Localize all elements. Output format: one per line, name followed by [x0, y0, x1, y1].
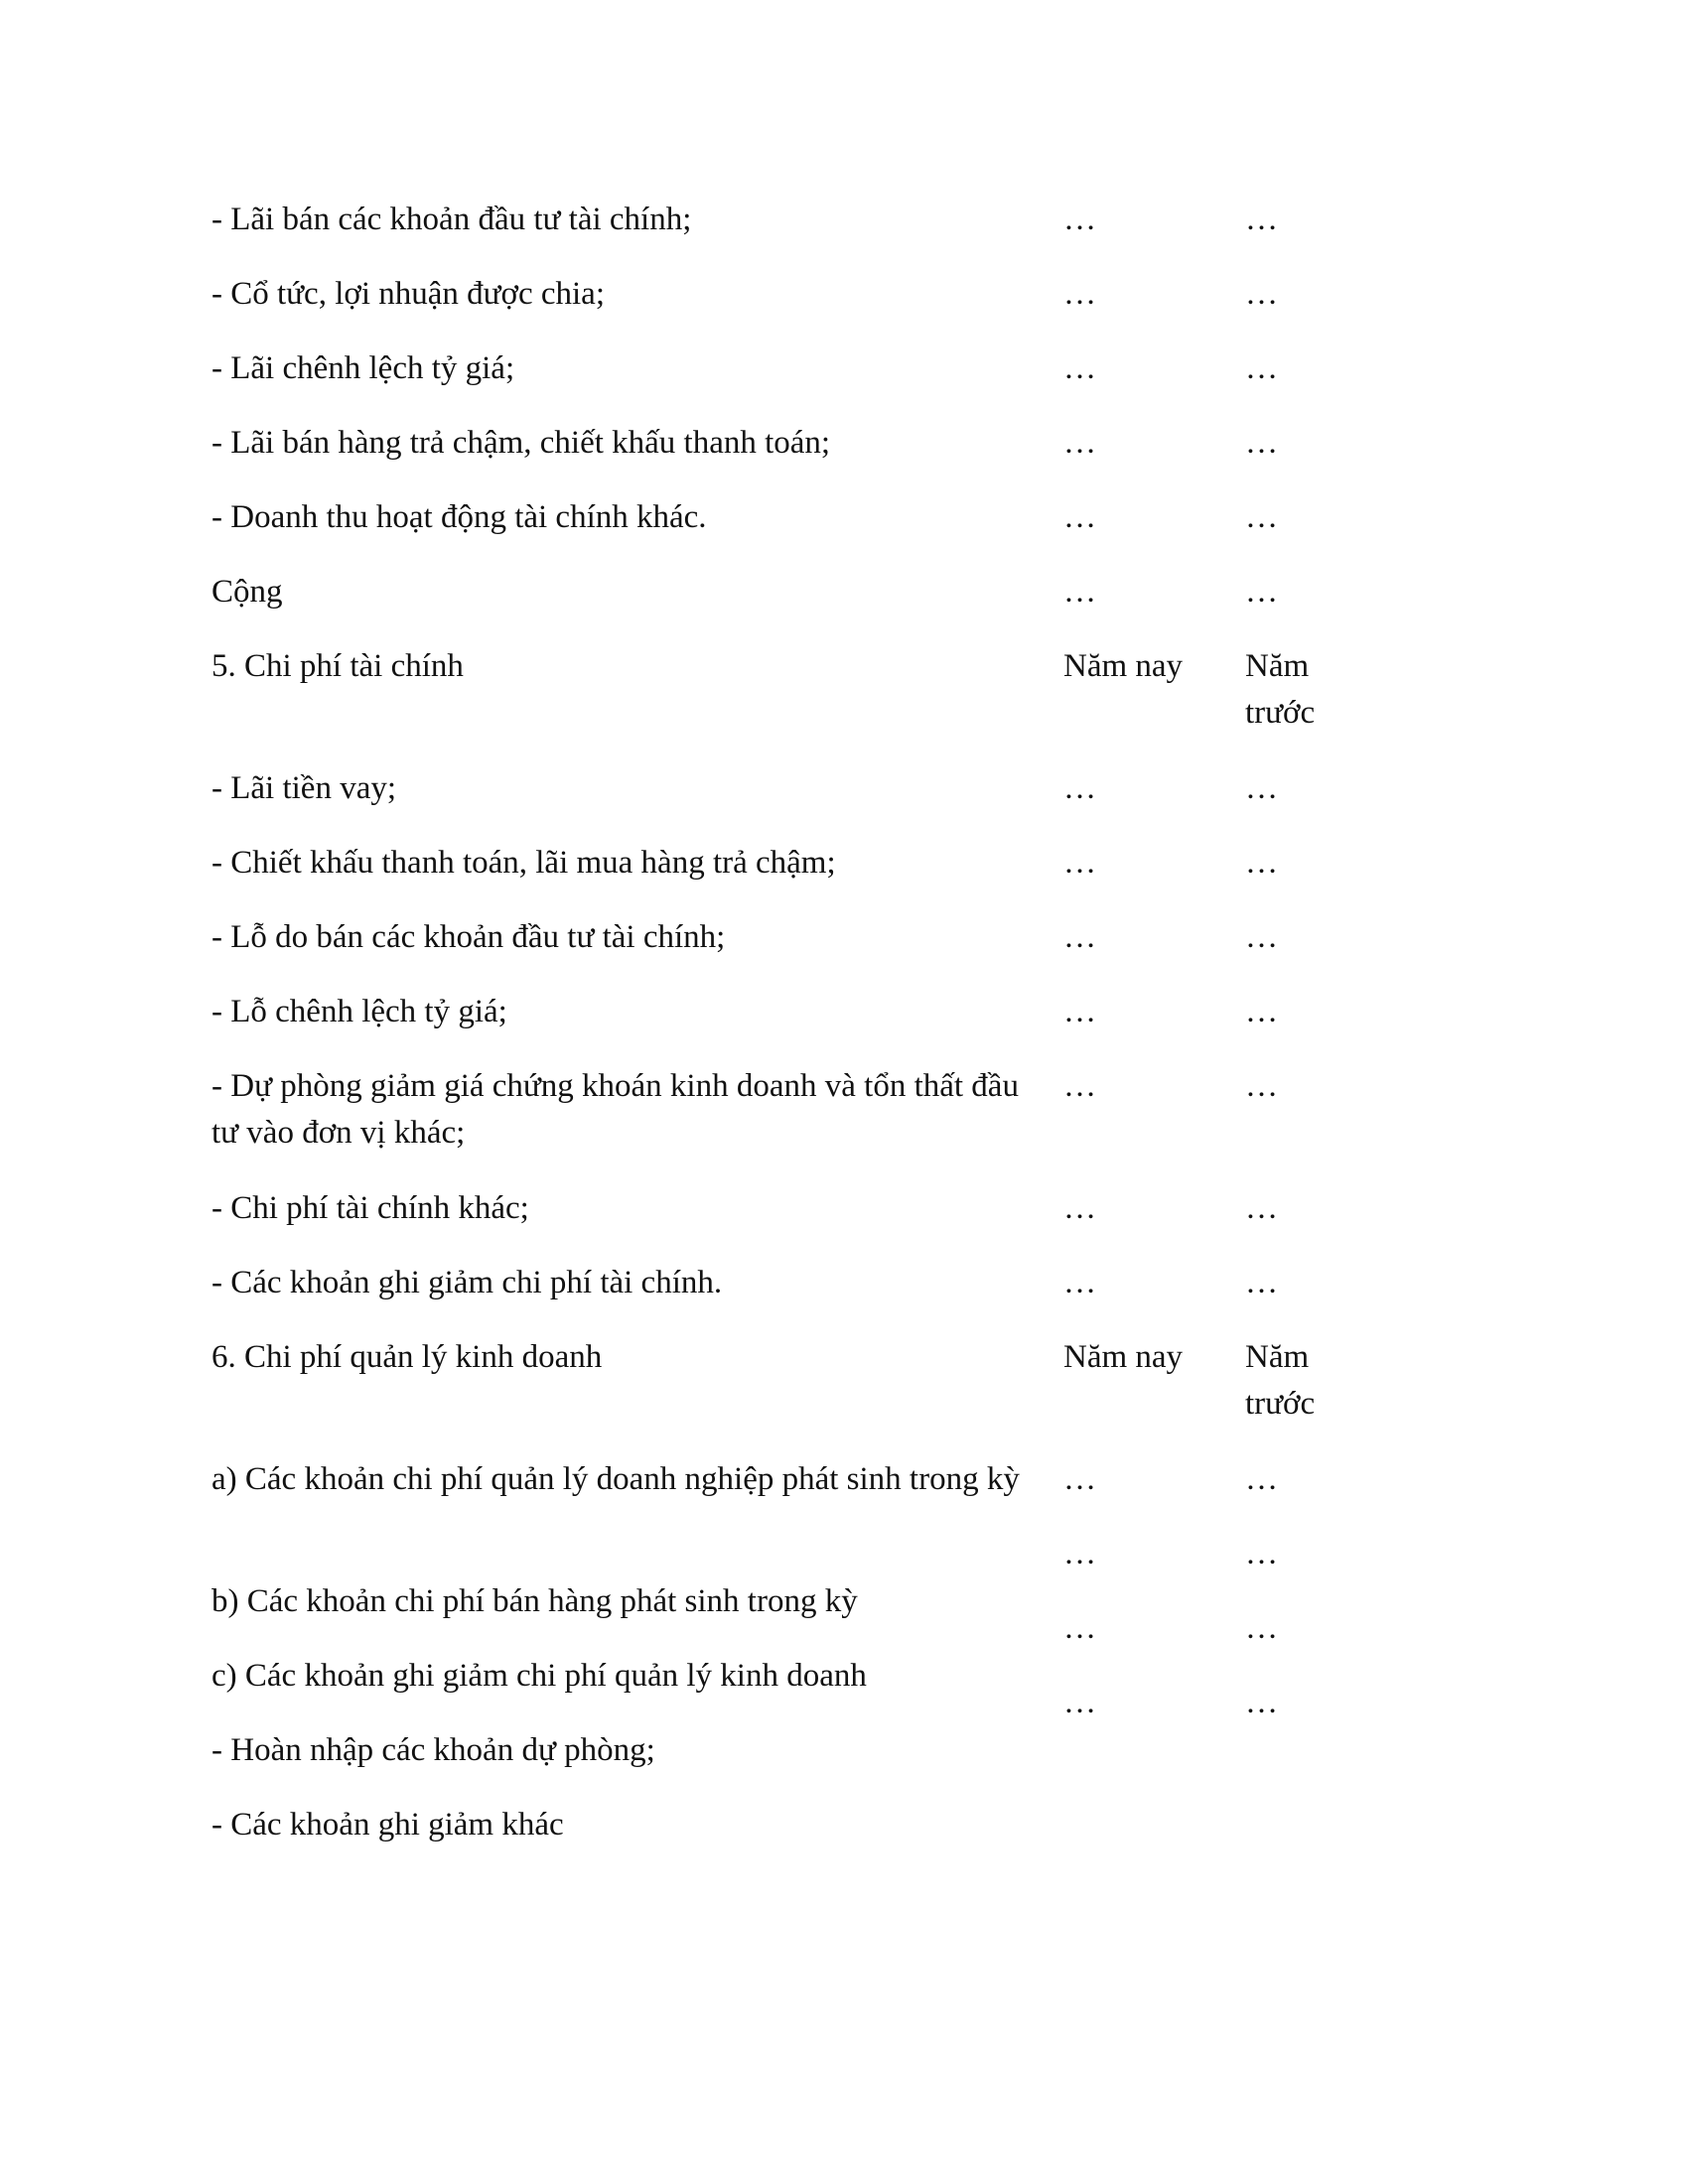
- row-label: - Cổ tức, lợi nhuận được chia;: [211, 276, 605, 312]
- row-label: c) Các khoản ghi giảm chi phí quản lý kinh doanh: [211, 1658, 867, 1694]
- current-year-value: …: [1063, 1068, 1096, 1104]
- previous-year-value: …: [1245, 1536, 1278, 1571]
- current-year-value: …: [1063, 770, 1096, 806]
- previous-year-value: …: [1245, 919, 1278, 955]
- current-year-value: …: [1063, 845, 1096, 881]
- row-label: a) Các khoản chi phí quản lý doanh nghiệp phát sinh trong kỳ: [211, 1461, 1020, 1497]
- column-header-current-year: Năm nay: [1063, 648, 1184, 684]
- current-year-value: …: [1063, 1265, 1096, 1300]
- row-label: - Lãi bán các khoản đầu tư tài chính;: [211, 202, 692, 237]
- row-label: - Chiết khấu thanh toán, lãi mua hàng trả chậm;: [211, 845, 836, 881]
- previous-year-value: …: [1245, 1068, 1278, 1104]
- current-year-value: …: [1063, 574, 1096, 610]
- current-year-value: …: [1063, 1685, 1096, 1720]
- previous-year-value: …: [1245, 1461, 1278, 1497]
- column-header-previous-year: Năm trước: [1245, 648, 1316, 731]
- row-label: - Lãi bán hàng trả chậm, chiết khấu thanh toán;: [211, 425, 831, 461]
- total-label: Cộng: [211, 574, 283, 610]
- previous-year-value: …: [1245, 1610, 1278, 1646]
- previous-year-value: …: [1245, 574, 1278, 610]
- previous-year-value: …: [1245, 202, 1278, 237]
- row-label: - Lỗ chênh lệch tỷ giá;: [211, 994, 507, 1029]
- previous-year-value: …: [1245, 1190, 1278, 1226]
- row-label: - Lãi tiền vay;: [211, 770, 397, 806]
- previous-year-value: …: [1245, 1685, 1278, 1720]
- row-label: - Doanh thu hoạt động tài chính khác.: [211, 499, 707, 535]
- previous-year-value: …: [1245, 276, 1278, 312]
- row-label: - Dự phòng giảm giá chứng khoán kinh doanh và tổn thất đầu tư vào đơn vị khác;: [211, 1068, 1019, 1151]
- section-title: 6. Chi phí quản lý kinh doanh: [211, 1339, 603, 1375]
- previous-year-value: …: [1245, 845, 1278, 881]
- previous-year-value: …: [1245, 499, 1278, 535]
- current-year-value: …: [1063, 499, 1096, 535]
- previous-year-value: …: [1245, 350, 1278, 386]
- row-label: - Lỗ do bán các khoản đầu tư tài chính;: [211, 919, 726, 955]
- current-year-value: …: [1063, 1461, 1096, 1497]
- current-year-value: …: [1063, 919, 1096, 955]
- current-year-value: …: [1063, 1536, 1096, 1571]
- row-label: - Các khoản ghi giảm chi phí tài chính.: [211, 1265, 723, 1300]
- section-title: 5. Chi phí tài chính: [211, 648, 464, 684]
- current-year-value: …: [1063, 1190, 1096, 1226]
- row-label: b) Các khoản chi phí bán hàng phát sinh trong kỳ: [211, 1583, 858, 1619]
- current-year-value: …: [1063, 276, 1096, 312]
- row-label: - Lãi chênh lệch tỷ giá;: [211, 350, 515, 386]
- current-year-value: …: [1063, 994, 1096, 1029]
- current-year-value: …: [1063, 425, 1096, 461]
- previous-year-value: …: [1245, 1265, 1278, 1300]
- column-header-current-year: Năm nay: [1063, 1339, 1184, 1375]
- row-label: - Hoàn nhập các khoản dự phòng;: [211, 1732, 655, 1768]
- previous-year-value: …: [1245, 994, 1278, 1029]
- column-header-previous-year: Năm trước: [1245, 1339, 1316, 1422]
- previous-year-value: …: [1245, 425, 1278, 461]
- current-year-value: …: [1063, 1610, 1096, 1646]
- row-label: - Các khoản ghi giảm khác: [211, 1807, 564, 1843]
- row-label: - Chi phí tài chính khác;: [211, 1190, 529, 1226]
- current-year-value: …: [1063, 350, 1096, 386]
- current-year-value: …: [1063, 202, 1096, 237]
- previous-year-value: …: [1245, 770, 1278, 806]
